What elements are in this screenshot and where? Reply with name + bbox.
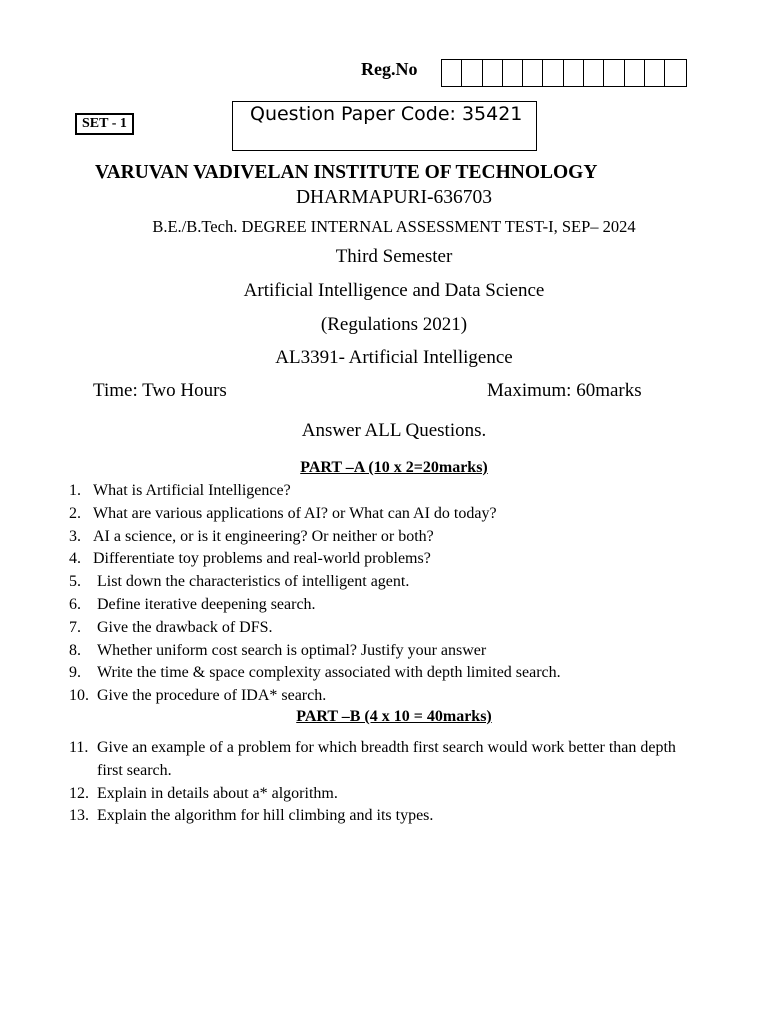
question-item (69, 526, 561, 549)
question-number: 13. (69, 807, 89, 825)
question-item (69, 783, 677, 806)
question-number: 6. (69, 595, 81, 613)
institute-name: VARUVAN VADIVELAN INSTITUTE OF TECHNOLOGY (95, 162, 598, 183)
question-item (69, 685, 561, 708)
reg-no-digit-box[interactable] (503, 60, 523, 86)
department: Artificial Intelligence and Data Science (243, 280, 545, 301)
question-paper-code: Question Paper Code: 35421 (232, 101, 537, 151)
question-item (69, 662, 561, 685)
question-item (69, 503, 561, 526)
question-number: 2. (69, 504, 81, 522)
question-text: Differentiate toy problems and real-world problems? (93, 550, 431, 568)
max-value: : 60marks (566, 380, 642, 401)
question-number: 4. (69, 550, 81, 568)
question-number: 8. (69, 641, 81, 659)
question-number: 11. (69, 739, 89, 756)
instruction: Answer ALL Questions. (301, 420, 487, 441)
question-item (69, 594, 561, 617)
time-info (93, 380, 227, 402)
question-number: 10. (69, 687, 89, 705)
course-title: AL3391- Artificial Intelligence (275, 347, 513, 368)
set-label: SET - 1 (75, 113, 134, 135)
regulations: (Regulations 2021) (320, 314, 468, 335)
part-a-heading: PART –A (10 x 2=20marks) (300, 459, 488, 476)
part-a-questions (69, 480, 561, 708)
reg-no-digit-box[interactable] (564, 60, 584, 86)
question-number: 1. (69, 482, 81, 499)
semester: Third Semester (335, 246, 453, 267)
part-b-heading: PART –B (4 x 10 = 40marks) (296, 708, 492, 725)
question-text: Give an example of a problem for which breadth first search would work better than depth first search. (97, 739, 676, 779)
question-number: 9. (69, 664, 81, 682)
question-text: Write the time & space complexity associated with depth limited search. (97, 664, 561, 682)
question-item (69, 737, 677, 783)
question-text: AI a science, or is it engineering? Or neither or both? (93, 527, 434, 545)
time-label: Time (93, 380, 133, 401)
question-item (69, 571, 561, 594)
reg-no-boxes[interactable] (441, 59, 687, 87)
institute-city: DHARMAPURI-636703 (295, 187, 493, 208)
reg-no-digit-box[interactable] (625, 60, 645, 86)
question-text: What is Artificial Intelligence? (93, 482, 291, 499)
question-item (69, 805, 677, 828)
question-text: Give the drawback of DFS. (97, 618, 273, 636)
reg-no-digit-box[interactable] (462, 60, 482, 86)
question-text: List down the characteristics of intelligent agent. (97, 573, 410, 591)
question-text: Explain in details about a* algorithm. (97, 784, 338, 802)
reg-no-digit-box[interactable] (584, 60, 604, 86)
question-item (69, 640, 561, 663)
max-label: Maximum (487, 380, 567, 401)
question-number: 7. (69, 618, 81, 636)
max-marks-info (487, 380, 642, 402)
question-number: 5. (69, 573, 81, 591)
question-item (69, 617, 561, 640)
degree-title: B.E./B.Tech. DEGREE INTERNAL ASSESSMENT TEST-I, SEP– 2024 (152, 217, 636, 236)
reg-no-digit-box[interactable] (543, 60, 563, 86)
reg-no-digit-box[interactable] (665, 60, 685, 86)
question-text: Whether uniform cost search is optimal? Justify your answer (97, 641, 487, 659)
reg-no-digit-box[interactable] (604, 60, 624, 86)
reg-no-digit-box[interactable] (442, 60, 462, 86)
reg-no-digit-box[interactable] (523, 60, 543, 86)
question-text: What are various applications of AI? or What can AI do today? (93, 504, 497, 522)
question-item (69, 480, 561, 503)
question-number: 3. (69, 527, 81, 545)
reg-no-digit-box[interactable] (645, 60, 665, 86)
question-item (69, 548, 561, 571)
question-text: Give the procedure of IDA* search. (97, 687, 327, 705)
question-text: Explain the algorithm for hill climbing and its types. (97, 807, 434, 825)
question-text: Define iterative deepening search. (97, 595, 316, 613)
question-number: 12. (69, 784, 89, 802)
time-value: : Two Hours (132, 380, 227, 401)
reg-no-label: Reg.No (361, 59, 418, 79)
reg-no-digit-box[interactable] (483, 60, 503, 86)
part-b-questions (69, 737, 677, 828)
